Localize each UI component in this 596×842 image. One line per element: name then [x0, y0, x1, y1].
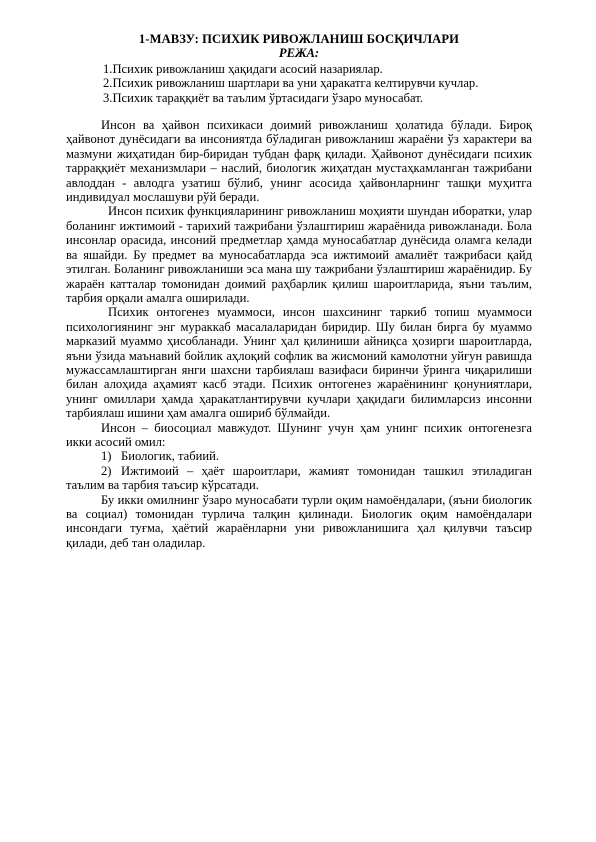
plan-item: 2.Психик ривожланиш шартлари ва уни ҳаракатга келтирувчи кучлар. [103, 76, 479, 91]
closing-paragraph: Бу икки омилнинг ўзаро муносабати турли оқим намоёндалари, (яъни биологик ва социал) томонидан турлича талқин қилинади. Биологик оқим намоёндалари инсондаги туғма, ҳаётий жараёнларни уни ривожланишига ҳал қилувчи таъсир қилади, деб тан оладилар. [66, 492, 532, 550]
document-title: 1-МАВЗУ: ПСИХИК РИВОЖЛАНИШ БОСҚИЧЛАРИ [138, 32, 460, 46]
section-spacer [66, 105, 532, 118]
factor-text: Ижтимоий – ҳаёт шароитлари, жамият томонидан ташкил этиладиган таълим ва тарбия таъсир кўрсатади. [66, 463, 532, 493]
factor-item [66, 464, 532, 493]
document-page [66, 32, 532, 550]
factor-number: 2) [101, 463, 112, 478]
body-paragraph: Психик онтогенез муаммоси, инсон шахсининг таркиб топиш муаммоси психологиянинг энг мураккаб масалаларидан биридир. Шу билан бирга бу муаммо марказий муаммо ҳисобланади. Унинг ҳал қилиниши айниқса ҳозирги шароитларда, яъни ўзида маънавий бойлик аҳлоқий софлик ва жисмоний камолотни уйғун равишда мужассамлаштирган янги шахсни тарбиялаш вазифаси биринчи ўринга чиқарилиши билан алоҳида аҳамият касб этади. Психик онтогенез жараёнининг қонуниятлари, унинг омиллари ҳамда ҳаракатлантирувчи кучлари ҳақидаги билимларсиз инсонни тарбиялаш ишини ҳам амалга ошириб бўлмайди. [66, 305, 532, 421]
factor-number: 1) [101, 449, 112, 464]
body-paragraph: Инсон ва ҳайвон психикаси доимий ривожланиш ҳолатида бўлади. Бироқ ҳайвонот дунёсидаги ва инсониятда бўладиган ривожланиш жараёни ўз характери ва мазмуни жиҳатидан бир-биридан тубдан фарқ қилади. Ҳайвонот дунёсидаги психик тарраққиёт механизмлари – наслий, биологик жиҳатдан мустаҳкамланган тажрибани авлоддан - авлодга узатиш бўлиб, унинг асосида ҳайвонларнинг ташқи муҳитга индивидуал мослашуви рўй беради. [66, 118, 532, 205]
plan-heading: РЕЖА: [278, 46, 320, 61]
plan-item: 3.Психик тараққиёт ва таълим ўртасидаги ўзаро муносабат. [103, 90, 423, 105]
factor-text: Биологик, табиий. [121, 449, 220, 464]
body-paragraph: Инсон психик функцияларининг ривожланиш моҳияти шундан иборатки, улар боланинг ижтимоий - тарихий тажрибани ўзлаштириш жараёнида ривожланади. Бола инсонлар орасида, инсоний предметлар ҳамда муносабатлар дунёсида оламга келади ва яшайди. Бу предмет ва муносабатларда эса ижтимоий амалиёт тажрибаси қайд этилган. Боланинг ривожланиши эса мана шу тажрибани ўзлаштириш жараёнидир. Бу жараён катталар томонидан доимий раҳбарлик қилиш шароитларида, яъни таълим, тарбия орқали амалга оширилади. [66, 204, 532, 305]
plan-item: 1.Психик ривожланиш ҳақидаги асосий назариялар. [103, 61, 383, 76]
factor-item [66, 449, 532, 463]
plan-list [66, 62, 532, 105]
body-paragraph: Инсон – биосоциал мавжудот. Шунинг учун ҳам унинг психик онтогенезга икки асосий омил: [66, 420, 532, 449]
